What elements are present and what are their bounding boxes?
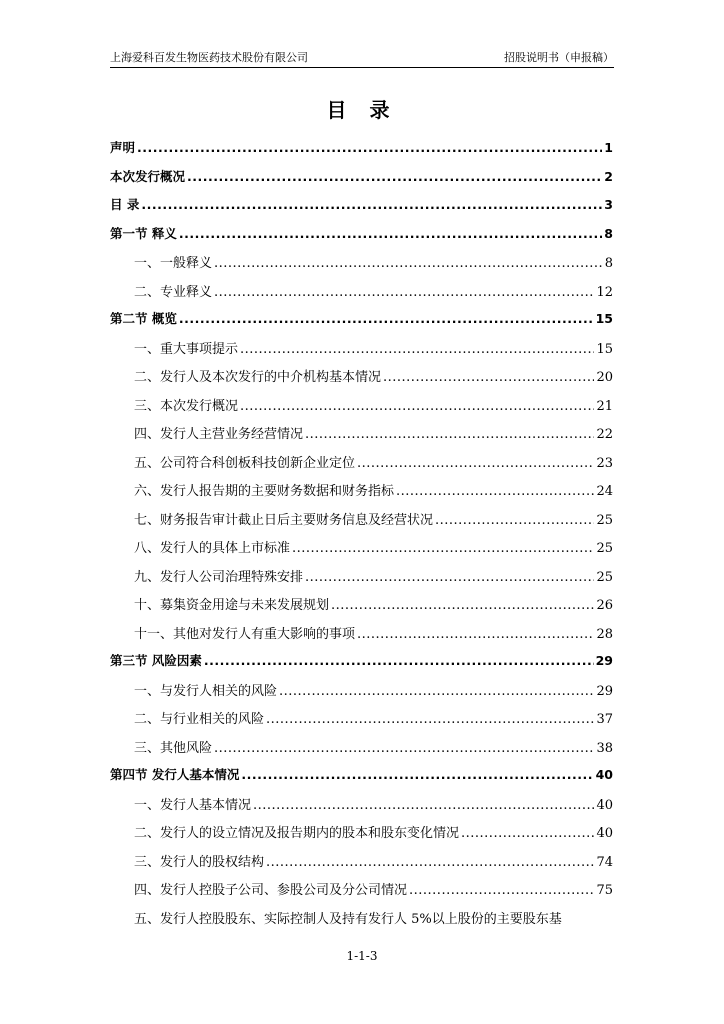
toc-dot-leader [435,513,594,528]
toc-entry-page: 75 [596,883,613,898]
header-company-name: 上海爱科百发生物医药技术股份有限公司 [110,51,308,64]
toc-entry-label: 九、发行人公司治理特殊安排 [134,569,304,585]
toc-dot-leader [305,427,594,442]
toc-dot-leader [357,627,594,642]
toc-subsection-entry[interactable] [110,452,613,481]
toc-dot-leader [179,311,594,326]
toc-subsection-entry[interactable] [110,851,613,880]
toc-entry-page: 40 [595,767,613,782]
toc-entry-page: 40 [596,797,613,813]
toc-dot-leader [357,456,594,471]
toc-dot-leader [266,712,594,727]
toc-entry-page: 20 [596,370,613,385]
toc-subsection-entry[interactable] [110,908,613,937]
toc-subsection-entry[interactable] [110,537,613,566]
toc-subsection-entry[interactable] [110,680,613,709]
toc-dot-leader [461,826,594,841]
toc-entry-label: 一、与发行人相关的风险 [134,683,278,699]
toc-subsection-entry[interactable] [110,395,613,424]
toc-dot-leader [240,399,594,414]
toc-entry-label: 六、发行人报告期的主要财务数据和财务指标 [134,484,395,499]
toc-entry-page: 1 [604,140,613,155]
page-number: 1-1-3 [346,949,378,963]
toc-subsection-entry[interactable] [110,737,613,766]
toc-entry-page: 25 [596,512,613,528]
toc-entry-label: 三、其他风险 [134,740,213,756]
toc-subsection-entry[interactable] [110,594,613,623]
toc-dot-leader [137,140,602,155]
toc-entry-label: 七、财务报告审计截止日后主要财务信息及经营状况 [134,512,434,528]
toc-entry-page: 8 [604,225,613,241]
toc-entry-page: 29 [595,653,613,668]
toc-entry-page: 23 [596,455,613,471]
toc-subsection-entry[interactable] [110,252,613,281]
toc-entry-label: 声明 [110,140,136,155]
toc-subsection-entry[interactable] [110,480,613,509]
toc-section-entry[interactable] [110,651,613,680]
toc-entry-page: 26 [596,598,613,613]
toc-entry-page: 15 [595,311,613,326]
toc-entry-page: 3 [604,197,613,212]
toc-entry-page: 25 [596,541,613,556]
toc-entry-page: 12 [596,284,613,300]
toc-entry-page: 25 [596,569,613,585]
page-header [110,50,614,68]
toc-section-entry[interactable] [110,309,613,338]
toc-entry-label: 十一、其他对发行人有重大影响的事项 [134,626,356,642]
toc-subsection-entry[interactable] [110,423,613,452]
toc-dot-leader [305,570,594,585]
toc-subsection-entry[interactable] [110,822,613,851]
toc-dot-leader [292,541,594,556]
toc-entry-label: 三、本次发行概况 [134,398,239,414]
toc-subsection-entry[interactable] [110,281,613,310]
toc-entry-label: 第二节 概览 [110,311,177,326]
toc-subsection-entry[interactable] [110,879,613,908]
toc-entry-label: 四、发行人主营业务经营情况 [134,427,304,442]
toc-dot-leader [241,767,593,782]
toc-entry-page: 2 [604,168,613,184]
toc-dot-leader [253,798,594,813]
toc-entry-label: 第三节 风险因素 [110,653,202,668]
toc-entry-label: 二、发行人的设立情况及报告期内的股本和股东变化情况 [134,826,460,841]
toc-dot-leader [279,684,594,699]
header-document-type: 招股说明书（申报稿） [504,51,614,64]
toc-section-entry[interactable] [110,167,613,196]
toc-dot-leader [266,855,594,870]
toc-dot-leader [331,598,594,613]
toc-entry-page: 37 [596,712,613,727]
page-title: 目 录 [326,98,398,122]
toc-entry-label: 第四节 发行人基本情况 [110,767,240,782]
toc-entry-page: 8 [604,256,613,271]
toc-section-entry[interactable] [110,765,613,794]
toc-dot-leader [214,285,594,300]
toc-entry-label: 十、募集资金用途与未来发展规划 [134,598,330,613]
toc-entry-page: 74 [596,854,613,870]
toc-dot-leader [409,883,594,898]
toc-entry-page: 15 [596,341,613,357]
toc-subsection-entry[interactable] [110,566,613,595]
toc-entry-label: 第一节 释义 [110,225,177,241]
toc-section-entry[interactable] [110,195,613,224]
toc-dot-leader [179,226,602,241]
toc-entry-page: 22 [596,427,613,442]
toc-subsection-entry[interactable] [110,338,613,367]
toc-entry-label: 八、发行人的具体上市标准 [134,541,291,556]
toc-entry-label: 一、一般释义 [134,256,213,271]
table-of-contents [110,138,613,936]
toc-entry-label: 五、公司符合科创板科技创新企业定位 [134,455,356,471]
toc-subsection-entry[interactable] [110,623,613,652]
toc-dot-leader [383,370,594,385]
toc-dot-leader [214,741,594,756]
toc-section-entry[interactable] [110,138,613,167]
toc-entry-page: 29 [596,683,613,699]
toc-entry-label: 四、发行人控股子公司、参股公司及分公司情况 [134,883,408,898]
toc-subsection-entry[interactable] [110,509,613,538]
toc-entry-page: 38 [596,740,613,756]
toc-dot-leader [141,197,602,212]
toc-entry-label: 一、重大事项提示 [134,341,239,357]
toc-subsection-entry[interactable] [110,366,613,395]
toc-entry-label: 本次发行概况 [110,168,186,184]
toc-entry-label: 三、发行人的股权结构 [134,854,265,870]
toc-entry-label: 二、发行人及本次发行的中介机构基本情况 [134,370,382,385]
toc-dot-leader [204,653,594,668]
toc-entry-label: 一、发行人基本情况 [134,797,252,813]
toc-entry-label: 目 录 [110,197,140,212]
toc-entry-page: 40 [596,826,613,841]
toc-section-entry[interactable] [110,224,613,253]
toc-entry-page: 21 [596,398,613,414]
toc-dot-leader [240,342,594,357]
toc-subsection-entry[interactable] [110,708,613,737]
toc-dot-leader [187,169,602,184]
toc-entry-label: 二、专业释义 [134,284,213,300]
toc-entry-page: 28 [596,626,613,642]
toc-entry-page: 24 [596,484,613,499]
toc-subsection-entry[interactable] [110,794,613,823]
toc-dot-leader [214,256,603,271]
toc-entry-label: 二、与行业相关的风险 [134,712,265,727]
toc-entry-label: 五、发行人控股股东、实际控制人及持有发行人 5%以上股份的主要股东基 [134,911,562,927]
toc-dot-leader [396,484,594,499]
